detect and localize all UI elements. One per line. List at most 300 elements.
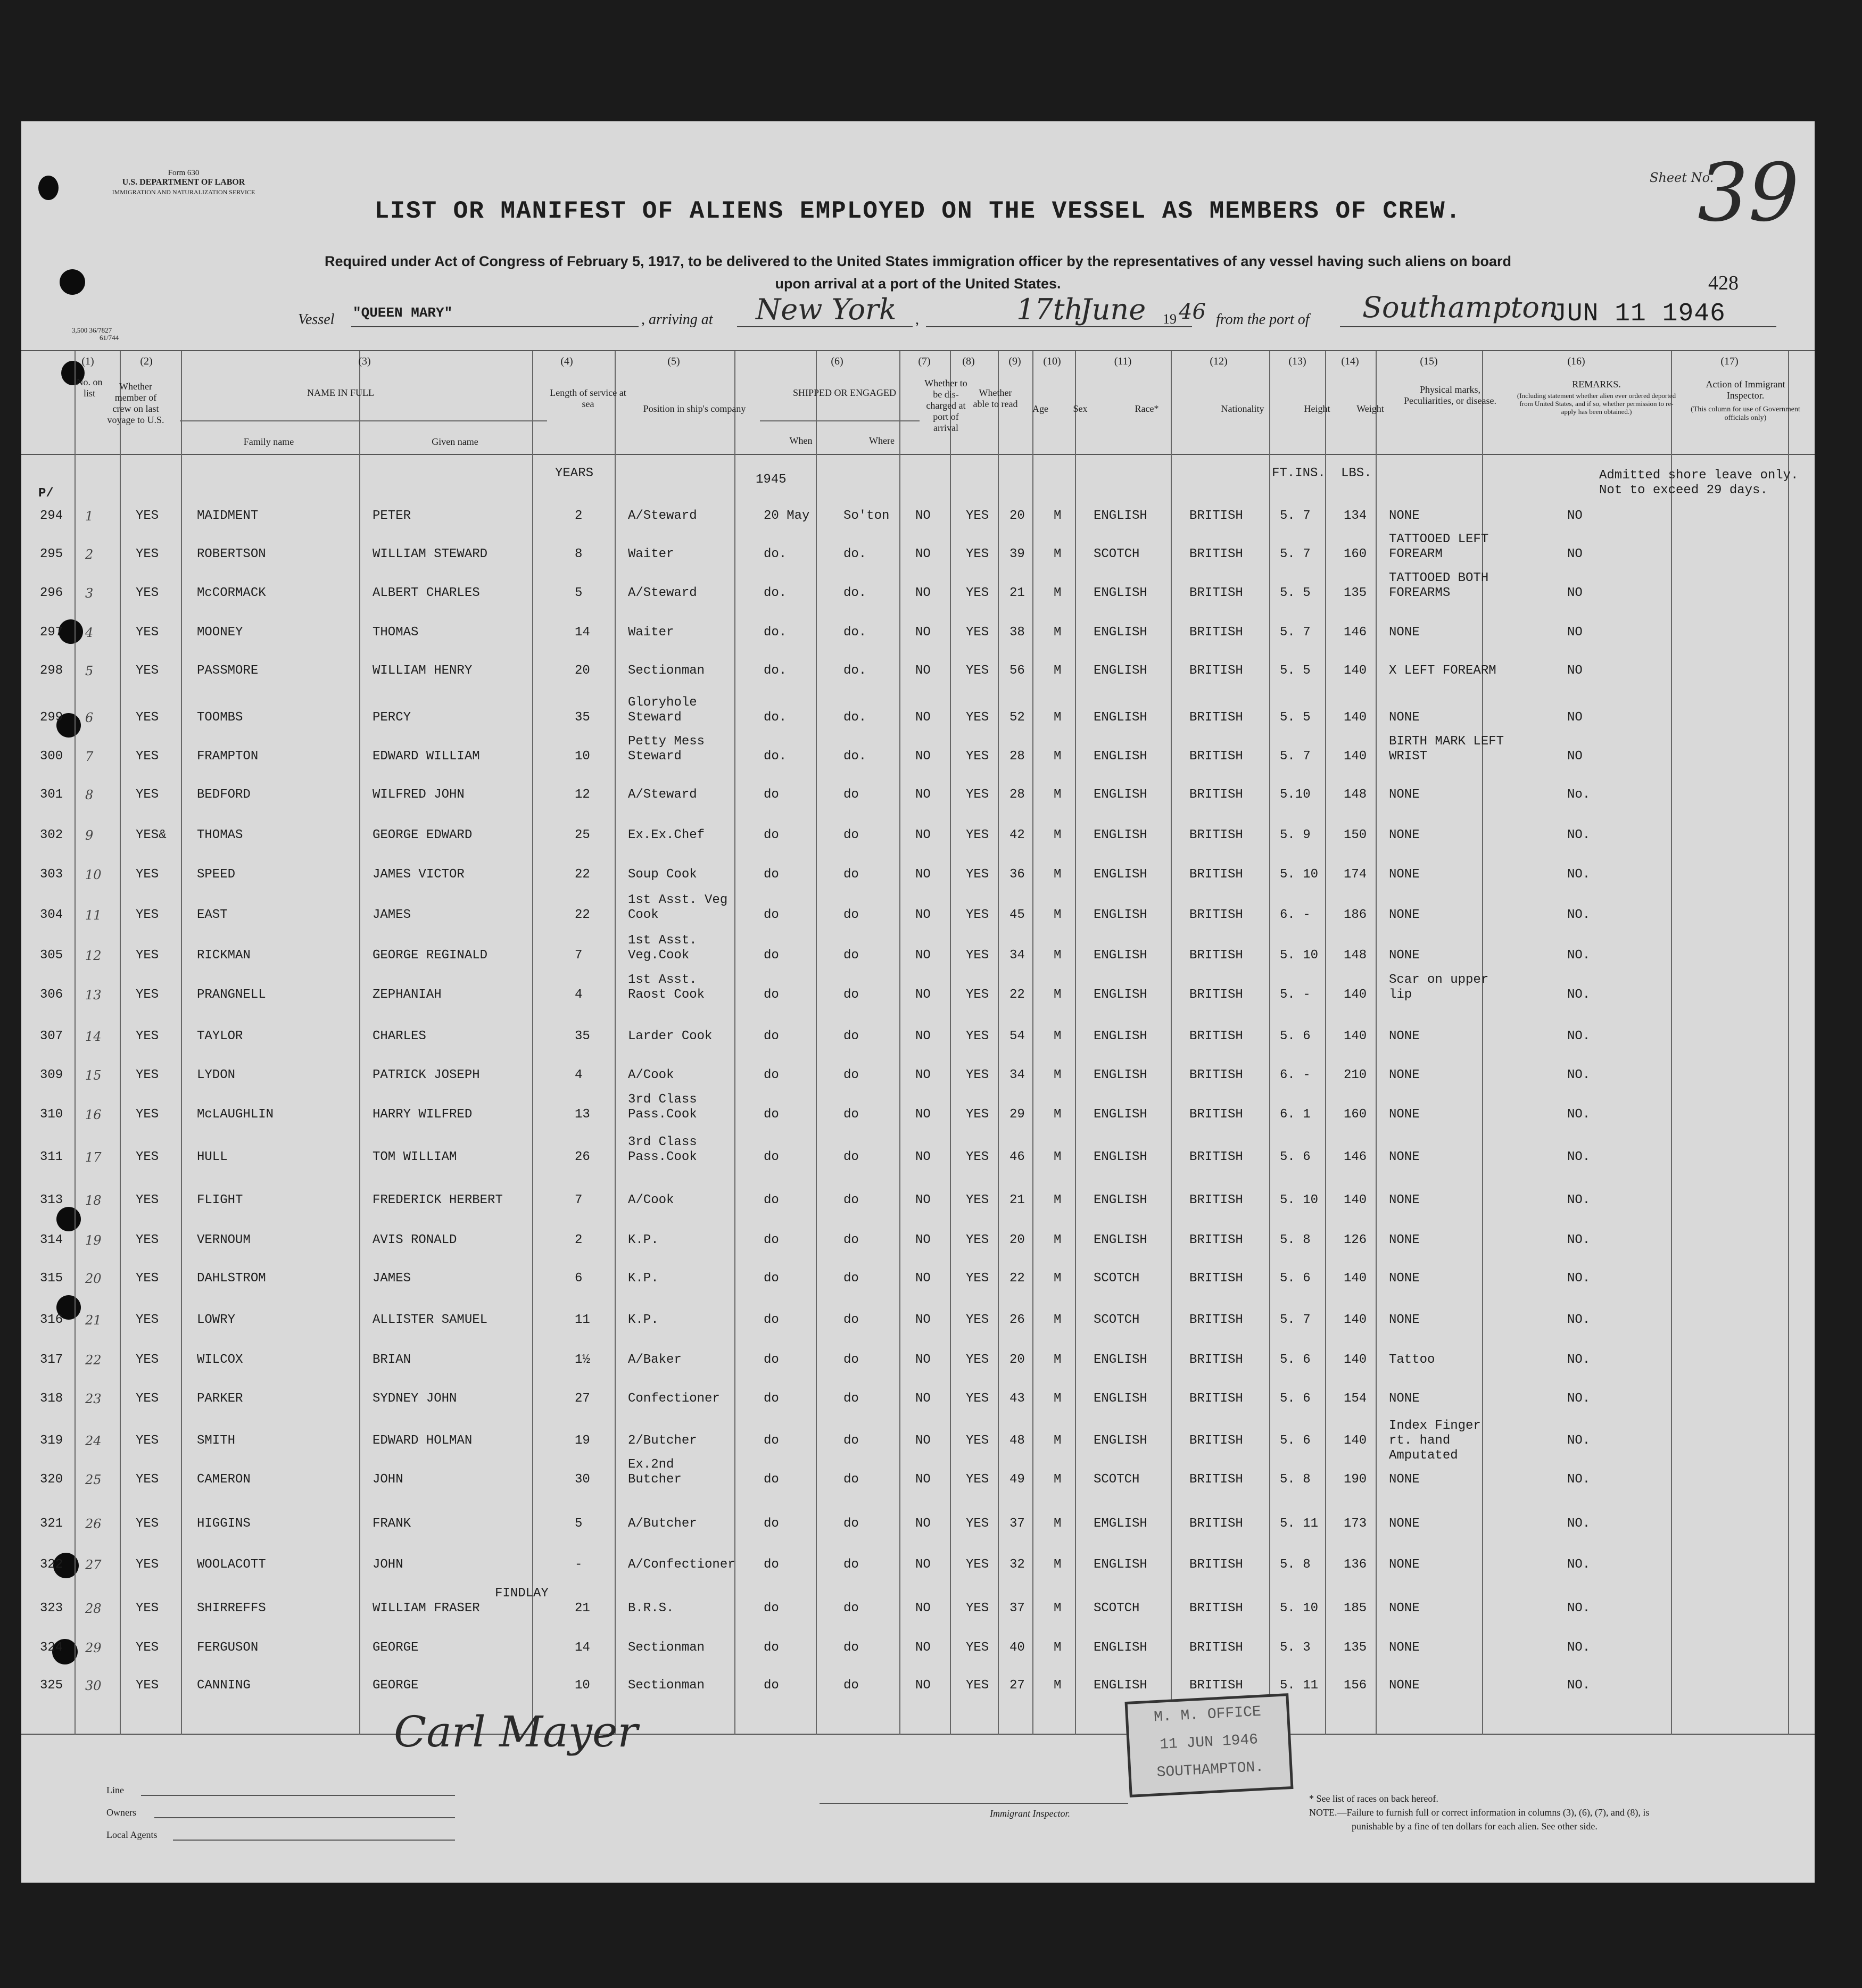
row-sex: M (1054, 1678, 1062, 1693)
row-position: A/Baker (628, 1353, 682, 1367)
row-family-name: VERNOUM (197, 1233, 251, 1247)
row-discharged: NO (915, 1107, 931, 1122)
row-sex: M (1054, 1434, 1062, 1448)
row-height: 6. - (1280, 908, 1311, 922)
row-family-name: FLIGHT (197, 1193, 243, 1207)
row-position: K.P. (628, 1271, 659, 1286)
header-where: Where (869, 435, 895, 446)
row-ref: 311 (40, 1150, 63, 1164)
row-age: 34 (1009, 1068, 1025, 1082)
row-service: 30 (575, 1472, 590, 1487)
row-position: 3rd Class Pass.Cook (628, 1135, 697, 1164)
row-ref: 323 (40, 1601, 63, 1616)
row-family-name: ROBERTSON (197, 547, 266, 561)
unit-lbs: LBS. (1341, 466, 1372, 481)
row-number: 1 (85, 509, 94, 524)
row-read: YES (966, 1150, 989, 1164)
row-service: 26 (575, 1150, 590, 1164)
row-height: 6. - (1280, 1068, 1311, 1082)
unit-year: 1945 (756, 473, 787, 487)
row-last-voyage: YES (136, 788, 159, 802)
row-family-name: TOOMBS (197, 710, 243, 725)
vessel-name: "QUEEN MARY" (353, 305, 453, 321)
row-given-name: ALBERT CHARLES (373, 586, 480, 600)
row-remarks: NO. (1567, 1472, 1591, 1487)
row-position: 3rd Class Pass.Cook (628, 1092, 697, 1122)
row-where: do (843, 948, 859, 963)
column-number: (15) (1420, 355, 1438, 367)
row-race: SCOTCH (1094, 547, 1140, 561)
row-weight: 210 (1344, 1068, 1367, 1082)
row-where: do (843, 1353, 859, 1367)
row-height: 5. 3 (1280, 1641, 1311, 1655)
row-given-name: BRIAN (373, 1353, 411, 1367)
row-last-voyage: YES (136, 586, 159, 600)
column-divider (532, 351, 533, 1735)
document-subtitle-2: upon arrival at a port of the United States. (775, 276, 1061, 292)
row-nationality: BRITISH (1189, 1107, 1243, 1122)
row-given-name: PETER (373, 509, 411, 523)
row-read: YES (966, 664, 989, 678)
row-weight: 148 (1344, 948, 1367, 963)
row-nationality: BRITISH (1189, 1233, 1243, 1247)
row-ref: 318 (40, 1391, 63, 1406)
header-name-in-full: NAME IN FULL (307, 387, 374, 398)
row-remarks: NO (1567, 710, 1583, 725)
row-last-voyage: YES& (136, 828, 167, 842)
header-service-length: Length of service at sea (550, 387, 626, 409)
row-sex: M (1054, 1068, 1062, 1082)
row-discharged: NO (915, 1517, 931, 1531)
row-number: 10 (85, 867, 102, 882)
row-read: YES (966, 988, 989, 1002)
row-nationality: BRITISH (1189, 547, 1243, 561)
row-ref: 310 (40, 1107, 63, 1122)
row-nationality: BRITISH (1189, 948, 1243, 963)
row-given-name: WILLIAM FRASER (373, 1601, 480, 1616)
row-last-voyage: YES (136, 1068, 159, 1082)
row-age: 48 (1009, 1434, 1025, 1448)
row-discharged: NO (915, 749, 931, 764)
footer-note-2: punishable by a fine of ten dollars for each alien. See other side. (1352, 1821, 1598, 1832)
header-position: Position in ship's company (643, 403, 746, 414)
row-remarks: NO. (1567, 1233, 1591, 1247)
row-last-voyage: YES (136, 1472, 159, 1487)
row-height: 5.10 (1280, 788, 1311, 802)
row-height: 5. 7 (1280, 509, 1311, 523)
row-remarks: NO. (1567, 1029, 1591, 1043)
row-age: 32 (1009, 1558, 1025, 1572)
row-race: ENGLISH (1094, 908, 1147, 922)
row-sex: M (1054, 1601, 1062, 1616)
row-discharged: NO (915, 1601, 931, 1616)
row-sex: M (1054, 1107, 1062, 1122)
row-ref: 303 (40, 867, 63, 882)
row-where: do (843, 1193, 859, 1207)
row-position: A/Confectioner (628, 1558, 735, 1572)
header-height: Height (1304, 403, 1330, 414)
row-number: 25 (85, 1472, 102, 1487)
row-discharged: NO (915, 1271, 931, 1286)
row-weight: 190 (1344, 1472, 1367, 1487)
row-where: do (843, 908, 859, 922)
row-number: 6 (85, 710, 94, 725)
row-where: do. (843, 664, 867, 678)
row-position: Sectionman (628, 664, 705, 678)
row-ref: 304 (40, 908, 63, 922)
row-nationality: BRITISH (1189, 586, 1243, 600)
row-race: ENGLISH (1094, 509, 1147, 523)
header-race: Race* (1135, 403, 1159, 414)
row-sex: M (1054, 625, 1062, 640)
row-height: 5. 5 (1280, 586, 1311, 600)
unit-years: YEARS (555, 466, 594, 481)
row-when: do (764, 1434, 779, 1448)
row-sex: M (1054, 749, 1062, 764)
footer-inspector-label: Immigrant Inspector. (990, 1808, 1070, 1819)
row-marks: NONE (1389, 828, 1420, 842)
row-number: 4 (85, 625, 94, 640)
row-given-name: WILLIAM STEWARD (373, 547, 488, 561)
row-age: 28 (1009, 788, 1025, 802)
row-nationality: BRITISH (1189, 1029, 1243, 1043)
page-mark: P/ (38, 486, 54, 501)
row-discharged: NO (915, 1472, 931, 1487)
row-sex: M (1054, 828, 1062, 842)
row-height: 5. 11 (1280, 1678, 1319, 1693)
row-discharged: NO (915, 664, 931, 678)
row-remarks: NO (1567, 664, 1583, 678)
row-position: Soup Cook (628, 867, 697, 882)
row-number: 30 (85, 1678, 102, 1693)
row-ref: 314 (40, 1233, 63, 1247)
row-position: Ex.Ex.Chef (628, 828, 705, 842)
row-weight: 140 (1344, 710, 1367, 725)
row-service: 22 (575, 908, 590, 922)
row-where: do. (843, 710, 867, 725)
row-height: 5. 10 (1280, 1193, 1319, 1207)
row-remarks: NO (1567, 749, 1583, 764)
row-weight: 156 (1344, 1678, 1367, 1693)
row-read: YES (966, 1558, 989, 1572)
row-ref: 321 (40, 1517, 63, 1531)
row-remarks: NO. (1567, 988, 1591, 1002)
row-position: A/Butcher (628, 1517, 697, 1531)
column-divider (359, 351, 360, 1735)
row-height: 5. 11 (1280, 1517, 1319, 1531)
row-race: ENGLISH (1094, 1107, 1147, 1122)
row-family-name: McLAUGHLIN (197, 1107, 274, 1122)
row-service: 22 (575, 867, 590, 882)
row-weight: 174 (1344, 867, 1367, 882)
row-where: do (843, 1271, 859, 1286)
row-height: 5. 7 (1280, 749, 1311, 764)
row-remarks: NO. (1567, 1271, 1591, 1286)
row-weight: 126 (1344, 1233, 1367, 1247)
row-nationality: BRITISH (1189, 1434, 1243, 1448)
row-where: do. (843, 586, 867, 600)
row-family-name: WILCOX (197, 1353, 243, 1367)
row-number: 18 (85, 1193, 102, 1208)
row-race: ENGLISH (1094, 1193, 1147, 1207)
row-given-name: WILFRED JOHN (373, 788, 465, 802)
row-age: 20 (1009, 1353, 1025, 1367)
row-remarks: NO (1567, 586, 1583, 600)
row-position: Gloryhole Steward (628, 695, 697, 725)
row-height: 5. 5 (1280, 710, 1311, 725)
row-weight: 160 (1344, 1107, 1367, 1122)
header-remarks: REMARKS. (1572, 379, 1621, 390)
form-identifier (93, 168, 274, 197)
row-number: 24 (85, 1434, 102, 1448)
column-number: (5) (667, 355, 680, 367)
row-sex: M (1054, 1029, 1062, 1043)
sheet-number: 39 (1698, 147, 1799, 239)
row-ref: 322 (40, 1558, 63, 1572)
row-age: 40 (1009, 1641, 1025, 1655)
row-last-voyage: YES (136, 1271, 159, 1286)
row-race: SCOTCH (1094, 1313, 1140, 1327)
row-discharged: NO (915, 1193, 931, 1207)
row-last-voyage: YES (136, 1150, 159, 1164)
row-read: YES (966, 586, 989, 600)
header-read: Whether able to read (973, 387, 1018, 409)
row-race: SCOTCH (1094, 1601, 1140, 1616)
header-last-voyage: Whether member of crew on last voyage to U.S. (107, 381, 164, 425)
row-height: 5. 7 (1280, 1313, 1311, 1327)
row-ref: 306 (40, 988, 63, 1002)
row-discharged: NO (915, 788, 931, 802)
column-divider (120, 351, 121, 1735)
row-number: 17 (85, 1150, 102, 1165)
row-where: do (843, 1107, 859, 1122)
row-read: YES (966, 1193, 989, 1207)
row-where: do (843, 1472, 859, 1487)
row-weight: 135 (1344, 586, 1367, 600)
row-read: YES (966, 509, 989, 523)
row-nationality: BRITISH (1189, 908, 1243, 922)
column-number: (16) (1567, 355, 1585, 367)
row-read: YES (966, 1068, 989, 1082)
row-service: 12 (575, 788, 590, 802)
column-divider (998, 351, 999, 1735)
column-number: (9) (1008, 355, 1021, 367)
stamp-line-3: SOUTHAMPTON. (1156, 1759, 1264, 1782)
row-discharged: NO (915, 547, 931, 561)
row-marks: NONE (1389, 1029, 1420, 1043)
row-height: 5. 8 (1280, 1233, 1311, 1247)
row-family-name: CANNING (197, 1678, 251, 1693)
row-when: do (764, 1150, 779, 1164)
row-sex: M (1054, 1313, 1062, 1327)
row-read: YES (966, 1641, 989, 1655)
row-when: do. (764, 547, 787, 561)
column-number: (2) (140, 355, 153, 367)
row-race: ENGLISH (1094, 625, 1147, 640)
row-marks: Index Finger rt. hand Amputated (1389, 1419, 1481, 1463)
row-where: do (843, 1601, 859, 1616)
row-read: YES (966, 1517, 989, 1531)
row-position: K.P. (628, 1233, 659, 1247)
row-weight: 173 (1344, 1517, 1367, 1531)
row-marks: TATTOOED LEFT FOREARM (1389, 532, 1489, 561)
row-weight: 140 (1344, 749, 1367, 764)
row-position: Larder Cook (628, 1029, 713, 1043)
row-race: ENGLISH (1094, 1150, 1147, 1164)
row-where: do. (843, 547, 867, 561)
row-discharged: NO (915, 1233, 931, 1247)
row-sex: M (1054, 1271, 1062, 1286)
row-remarks: NO. (1567, 908, 1591, 922)
row-discharged: NO (915, 828, 931, 842)
row-height: 5. 10 (1280, 948, 1319, 963)
row-nationality: BRITISH (1189, 1193, 1243, 1207)
arrival-day: 17th (1016, 293, 1083, 326)
row-last-voyage: YES (136, 625, 159, 640)
row-discharged: NO (915, 988, 931, 1002)
row-sex: M (1054, 1233, 1062, 1247)
row-marks: NONE (1389, 509, 1420, 523)
row-nationality: BRITISH (1189, 1517, 1243, 1531)
row-position: Waiter (628, 625, 674, 640)
row-weight: 186 (1344, 908, 1367, 922)
row-marks: NONE (1389, 1517, 1420, 1531)
row-position: Ex.2nd Butcher (628, 1457, 682, 1487)
row-family-name: FRAMPTON (197, 749, 259, 764)
row-race: ENGLISH (1094, 1558, 1147, 1572)
row-height: 5. 8 (1280, 1472, 1311, 1487)
row-number: 21 (85, 1313, 102, 1328)
row-discharged: NO (915, 625, 931, 640)
row-position: Confectioner (628, 1391, 720, 1406)
row-when: do (764, 1193, 779, 1207)
row-family-name: SPEED (197, 867, 236, 882)
row-remarks: NO. (1567, 1353, 1591, 1367)
row-last-voyage: YES (136, 1641, 159, 1655)
row-given-name: ZEPHANIAH (373, 988, 442, 1002)
column-number: (4) (560, 355, 573, 367)
row-sex: M (1054, 664, 1062, 678)
row-read: YES (966, 1601, 989, 1616)
row-last-voyage: YES (136, 908, 159, 922)
row-remarks: NO. (1567, 1517, 1591, 1531)
column-number: (13) (1288, 355, 1306, 367)
row-weight: 185 (1344, 1601, 1367, 1616)
row-when: do (764, 1558, 779, 1572)
row-remarks: NO. (1567, 1068, 1591, 1082)
row-given-name: FREDERICK HERBERT (373, 1193, 503, 1207)
row-position: K.P. (628, 1313, 659, 1327)
row-sex: M (1054, 1193, 1062, 1207)
row-age: 21 (1009, 1193, 1025, 1207)
header-sex: Sex (1073, 403, 1088, 414)
row-given-name: THOMAS (373, 625, 419, 640)
row-discharged: NO (915, 586, 931, 600)
row-sex: M (1054, 1641, 1062, 1655)
row-family-name: LYDON (197, 1068, 236, 1082)
row-family-name: HULL (197, 1150, 228, 1164)
row-sex: M (1054, 547, 1062, 561)
row-number: 7 (85, 749, 94, 764)
row-nationality: BRITISH (1189, 625, 1243, 640)
row-given-name: JAMES (373, 1271, 411, 1286)
row-last-voyage: YES (136, 1313, 159, 1327)
vessel-label: Vessel (298, 311, 335, 328)
row-sex: M (1054, 509, 1062, 523)
row-nationality: BRITISH (1189, 1353, 1243, 1367)
column-number: (14) (1341, 355, 1359, 367)
signature: Carl Mayer (394, 1707, 638, 1757)
row-remarks: No. (1567, 788, 1591, 802)
row-service: 5 (575, 1517, 583, 1531)
row-height: 5. 6 (1280, 1271, 1311, 1286)
office-stamp (1125, 1693, 1294, 1798)
row-when: do (764, 1678, 779, 1693)
column-number: (6) (831, 355, 843, 367)
row-marks: NONE (1389, 788, 1420, 802)
row-height: 5. 10 (1280, 1601, 1319, 1616)
row-where: do (843, 1641, 859, 1655)
row-nationality: BRITISH (1189, 1150, 1243, 1164)
row-ref: 320 (40, 1472, 63, 1487)
row-weight: 140 (1344, 1434, 1367, 1448)
row-age: 27 (1009, 1678, 1025, 1693)
row-position: Waiter (628, 547, 674, 561)
row-sex: M (1054, 1353, 1062, 1367)
row-last-voyage: YES (136, 664, 159, 678)
column-divider (1376, 351, 1377, 1735)
row-number: 16 (85, 1107, 102, 1122)
row-where: do (843, 1434, 859, 1448)
row-remarks: NO. (1567, 1313, 1591, 1327)
row-last-voyage: YES (136, 1558, 159, 1572)
row-given-name: TOM WILLIAM (373, 1150, 457, 1164)
row-service: 7 (575, 948, 583, 963)
row-when: do (764, 1601, 779, 1616)
row-sex: M (1054, 788, 1062, 802)
row-when: do (764, 908, 779, 922)
column-divider (1325, 351, 1326, 1735)
row-when: do. (764, 586, 787, 600)
row-sex: M (1054, 1558, 1062, 1572)
row-family-name: MAIDMENT (197, 509, 259, 523)
punch-hole (56, 1207, 81, 1231)
row-ref: 313 (40, 1193, 63, 1207)
row-number: 22 (85, 1353, 102, 1368)
row-last-voyage: YES (136, 988, 159, 1002)
row-sex: M (1054, 948, 1062, 963)
row-position: Sectionman (628, 1641, 705, 1655)
row-discharged: NO (915, 1641, 931, 1655)
row-weight: 140 (1344, 664, 1367, 678)
row-remarks: NO. (1567, 1434, 1591, 1448)
row-given-name: WILLIAM HENRY (373, 664, 473, 678)
column-divider (734, 351, 735, 1735)
row-age: 56 (1009, 664, 1025, 678)
row-given-name: GEORGE (373, 1641, 419, 1655)
row-position: B.R.S. (628, 1601, 674, 1616)
row-age: 34 (1009, 948, 1025, 963)
row-when: do (764, 1029, 779, 1043)
row-service: 4 (575, 1068, 583, 1082)
row-where: do (843, 1678, 859, 1693)
column-divider (1269, 351, 1270, 1735)
row-number: 14 (85, 1029, 102, 1044)
column-number: (17) (1720, 355, 1739, 367)
header-shipped: SHIPPED OR ENGAGED (792, 387, 896, 398)
row-race: SCOTCH (1094, 1271, 1140, 1286)
row-last-voyage: YES (136, 710, 159, 725)
